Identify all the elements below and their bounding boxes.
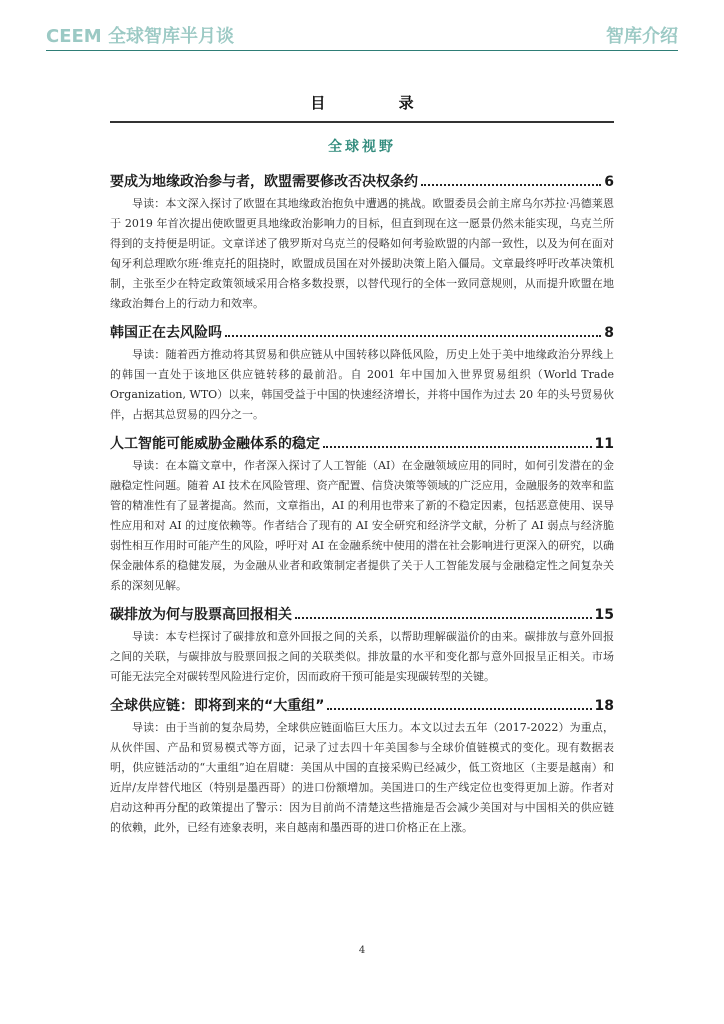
toc-entries — [110, 170, 614, 845]
leader-dots — [225, 335, 601, 337]
toc-entry-summary: 导读：本专栏探讨了碳排放和意外回报之间的关系，以帮助理解碳溢价的由来。碳排放与意外回报之间的关联，与碳排放与股票回报之间的关联类似。排放量的水平和变化都与意外回报呈正相关。市场可能无法完全对碳转型风险进行定价，因而政府干预可能是实现碳转型的关键。 — [110, 630, 614, 683]
toc-entry — [110, 603, 614, 687]
toc-entry — [110, 321, 614, 425]
leader-dots — [295, 617, 592, 619]
toc-entry-page[interactable]: 6 — [604, 174, 614, 190]
toc-entry-page[interactable]: 15 — [594, 607, 614, 623]
toc-entry-title[interactable]: 全球供应链：即将到来的“大重组” — [110, 698, 325, 714]
toc-entry-title[interactable]: 韩国正在去风险吗 — [110, 325, 222, 341]
toc-entry-title[interactable]: 要成为地缘政治参与者，欧盟需要修改否决权条约 — [110, 174, 418, 190]
toc-entry-summary: 导读：在本篇文章中，作者深入探讨了人工智能（AI）在金融领域应用的同时，如何引发潜在的金融稳定性问题。随着 AI 技术在风险管理、资产配置、信贷决策等领域的广泛应用，金融服务的效率和监管的精准性有了显著提高。然而，文章指出，AI 的利用也带来了新的不稳定因素，包括恶意使用、误导性应用和对 AI 的过度依赖等。作者结合了现有的 AI 安全研究和经济学文献，分析了 AI 弱点与经济脆弱性相互作用时可能产生的风险，呼吁对 AI 在金融系统中使用的潜在社会影响进行更深入的研究，以确保金融体系的稳健发展，为金融从业者和政策制定者提供了关于人工智能发展与金融稳定性之间复杂关系的深刻见解。 — [110, 459, 614, 592]
toc-entry-heading[interactable] — [110, 321, 614, 345]
header-right-title: 智库介绍 — [606, 26, 678, 47]
toc-entry-title[interactable]: 碳排放为何与股票高回报相关 — [110, 607, 292, 623]
toc-entry-heading[interactable] — [110, 170, 614, 194]
toc-entry-title[interactable]: 人工智能可能威胁金融体系的稳定 — [110, 436, 320, 452]
leader-dots — [323, 446, 592, 448]
leader-dots — [421, 184, 601, 186]
toc-entry — [110, 432, 614, 596]
title-rule — [110, 121, 614, 123]
toc-title: 目 录 — [310, 94, 448, 112]
toc-entry-page[interactable]: 8 — [604, 325, 614, 341]
header-left-title: CEEM 全球智库半月谈 — [46, 26, 234, 47]
section-title: 全球视野 — [328, 139, 396, 155]
page-header — [46, 20, 678, 51]
toc-entry — [110, 170, 614, 314]
toc-entry-heading[interactable] — [110, 603, 614, 627]
toc-entry-heading[interactable] — [110, 432, 614, 456]
page-number: 4 — [358, 945, 366, 956]
leader-dots — [327, 708, 591, 710]
toc-entry-page[interactable]: 11 — [594, 436, 614, 452]
toc-entry-page[interactable]: 18 — [594, 698, 614, 714]
toc-entry-heading[interactable] — [110, 694, 614, 718]
toc-entry-summary: 导读：由于当前的复杂局势，全球供应链面临巨大压力。本文以过去五年（2017-2022）为重点，从伙伴国、产品和贸易模式等方面，记录了过去四十年美国参与全球价值链模式的变化。现有数据表明，供应链活动的“大重组”迫在眉睫：美国从中国的直接采购已经减少，低工资地区（主要是越南）和近岸/友岸替代地区（特别是墨西哥）的进口份额增加。美国进口的生产线定位也变得更加上游。作者对启动这种再分配的政策提出了警示：因为目前尚不清楚这些措施是否会减少美国对与中国相关的供应链的依赖，此外，已经有迹象表明，来自越南和墨西哥的进口价格正在上涨。 — [110, 721, 614, 834]
toc-entry-summary: 导读：随着西方推动将其贸易和供应链从中国转移以降低风险，历史上处于美中地缘政治分界线上的韩国一直处于该地区供应链转移的最前沿。自 2001 年中国加入世界贸易组织（World Trade Organization, WTO）以来，韩国受益于中国的快速经济增长，并将中国作为过去 20 年的头号贸易伙伴，占据其总贸易的四分之一。 — [110, 348, 614, 421]
toc-entry — [110, 694, 614, 838]
toc-entry-summary: 导读：本文深入探讨了欧盟在其地缘政治抱负中遭遇的挑战。欧盟委员会前主席乌尔苏拉·冯德莱恩于 2019 年首次提出使欧盟更具地缘政治影响力的目标，但直到现在这一愿景仍然未能实现，乌克兰所得到的支持便是明证。文章详述了俄罗斯对乌克兰的侵略如何考验欧盟的内部一致性，以及为何在面对匈牙利总理欧尔班·维克托的阻挠时，欧盟成员国在对外援助决策上陷入僵局。文章最终呼吁改革决策机制，主张至少在特定政策领域采用合格多数投票，以替代现行的全体一致同意规则，从而提升欧盟在地缘政治舞台上的行动力和效率。 — [110, 197, 614, 310]
